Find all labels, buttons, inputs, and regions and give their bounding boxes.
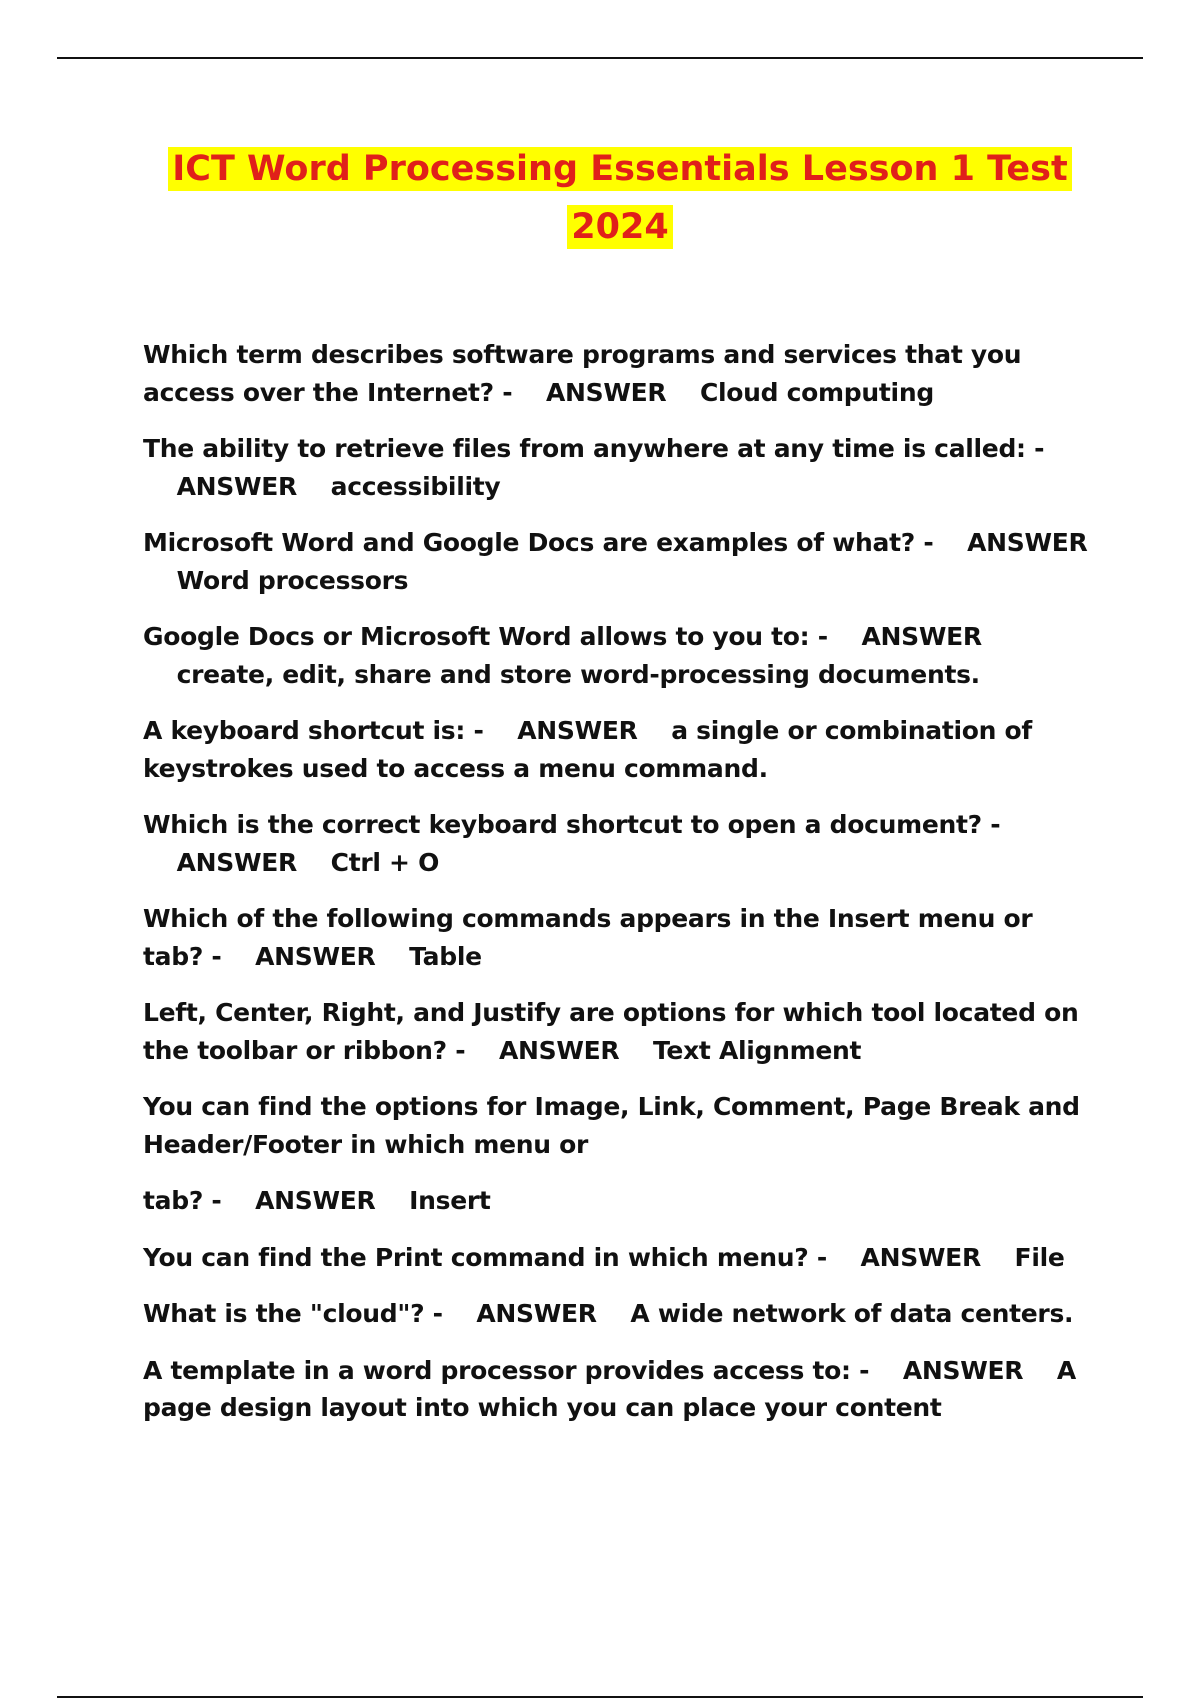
qa-list — [143, 336, 1088, 1446]
answer-marker: ANSWER — [860, 1242, 981, 1272]
answer-text: File — [1014, 1242, 1065, 1272]
qa-item — [143, 1295, 1088, 1333]
qa-item — [143, 712, 1088, 787]
question-text: You can find the options for Image, Link, Comment, Page Break and Header/Footer in which menu or — [143, 1092, 1080, 1159]
qa-item — [143, 1182, 1088, 1220]
answer-marker: ANSWER — [498, 1035, 620, 1065]
qa-item — [143, 1239, 1088, 1277]
question-text: What is the "cloud"? - — [143, 1299, 443, 1328]
question-text: Left, Center, Right, and Justify are options for which tool located on the toolbar or ribbon? - — [143, 998, 1079, 1065]
qa-item — [143, 524, 1088, 599]
answer-marker: ANSWER — [517, 716, 638, 745]
document-title-text: ICT Word Processing Essentials Lesson 1 Test 2024 — [168, 147, 1071, 249]
answer-marker: ANSWER — [176, 471, 298, 501]
answer-text: Insert — [409, 1186, 491, 1215]
answer-marker: ANSWER — [967, 528, 1088, 557]
question-text: Microsoft Word and Google Docs are examples of what? - — [143, 528, 934, 557]
question-text: Which of the following commands appears in the Insert menu or tab? - — [143, 904, 1033, 971]
answer-marker: ANSWER — [255, 1186, 376, 1215]
answer-text: Ctrl + O — [330, 847, 440, 877]
answer-text: A wide network of data centers. — [630, 1299, 1074, 1328]
qa-item — [143, 806, 1088, 881]
question-text: You can find the Print command in which menu? - — [143, 1242, 827, 1272]
question-text: A template in a word processor provides access to: - — [143, 1355, 870, 1385]
qa-item — [143, 900, 1088, 975]
qa-item — [143, 1088, 1088, 1163]
qa-item — [143, 430, 1088, 505]
document-title — [140, 140, 1100, 256]
question-text: Which is the correct keyboard shortcut to open a document? - — [143, 810, 1001, 839]
answer-marker: ANSWER — [176, 847, 298, 877]
question-text: The ability to retrieve files from anywhere at any time is called: - — [143, 434, 1045, 463]
qa-item — [143, 336, 1088, 411]
qa-item — [143, 1352, 1088, 1427]
answer-marker: ANSWER — [545, 377, 667, 407]
answer-text: Table — [409, 941, 482, 971]
answer-marker: ANSWER — [861, 622, 982, 651]
answer-marker: ANSWER — [476, 1299, 597, 1328]
top-rule — [57, 57, 1143, 59]
answer-text: create, edit, share and store word-processing documents. — [176, 659, 980, 689]
answer-text: Cloud computing — [699, 377, 934, 407]
answer-marker: ANSWER — [902, 1355, 1024, 1385]
bottom-rule — [57, 1696, 1143, 1698]
answer-marker: ANSWER — [255, 941, 376, 971]
question-text: Google Docs or Microsoft Word allows to you to: - — [143, 622, 828, 651]
answer-text: a single or combination of keystrokes used to access a menu command. — [143, 716, 1032, 783]
question-text: tab? - — [143, 1186, 222, 1215]
answer-text: accessibility — [330, 471, 501, 501]
answer-text: Word processors — [176, 565, 409, 595]
question-text: Which term describes software programs and services that you access over the Internet? - — [143, 340, 1022, 407]
question-text: A keyboard shortcut is: - — [143, 716, 484, 745]
answer-text: Text Alignment — [652, 1035, 862, 1065]
answer-text: A page design layout into which you can place your content — [143, 1355, 1076, 1422]
qa-item — [143, 618, 1088, 693]
qa-item — [143, 994, 1088, 1069]
